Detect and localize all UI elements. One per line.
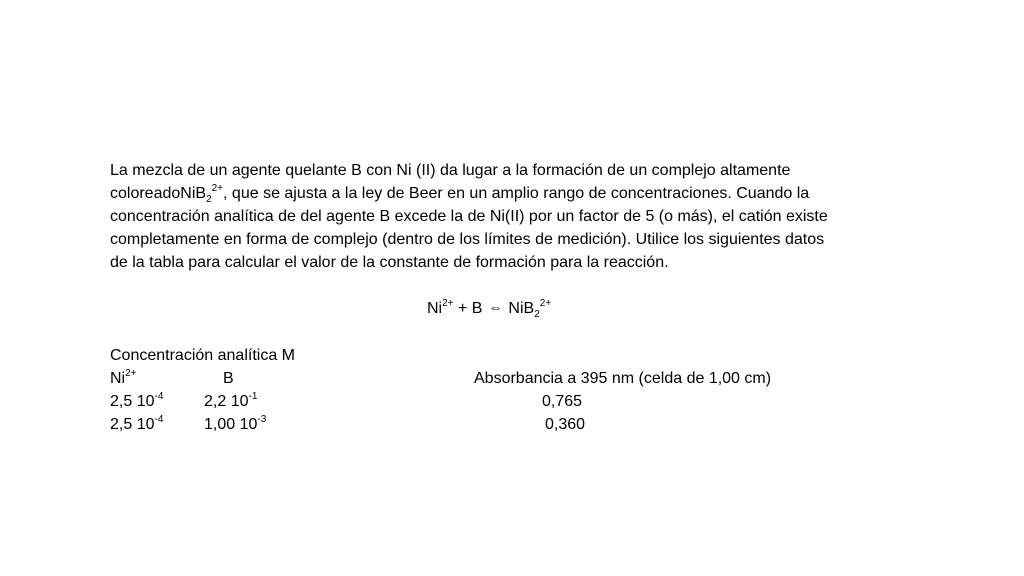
equilibrium-arrow-icon: ⇔ (488, 299, 503, 315)
cell-b-concentration: 2,2 $10^{-1}$ (204, 391, 258, 410)
paragraph-line-3: concentración analítica de del agente B excede la de Ni(II) por un factor de 5 (o más), el catión existe (110, 208, 828, 225)
data-table (110, 344, 930, 436)
line2-suffix: , que se ajusta a la ley de Beer en un amplio rango de concentraciones. Cuando la (223, 185, 810, 202)
paragraph-line-4: completamente en forma de complejo (dentro de los límites de medición). Utilice los siguientes datos (110, 231, 825, 248)
cell-absorbance: 0,765 (542, 393, 583, 410)
line2-subscript: 2 (206, 194, 212, 205)
paragraph-line-1: La mezcla de un agente quelante B con Ni (II) da lugar a la formación de un complejo altamente (110, 162, 791, 179)
table-heading-row (110, 344, 930, 367)
problem-paragraph (110, 159, 910, 274)
paragraph-line-2 (110, 182, 910, 205)
cell-b-concentration: 1,00 $10^{-3}$ (204, 414, 267, 433)
equation-plus-b: + B (453, 300, 483, 317)
table-heading: Concentración analítica M (110, 347, 295, 364)
equation-nib2-charge: 2+ (539, 298, 552, 309)
header-absorbance: Absorbancia a 395 nm (celda de 1,00 cm) (474, 370, 772, 387)
header-ni: $Ni^{2+}$ (110, 368, 137, 387)
cell-ni-concentration: 2,5 $10^{-4}$ (110, 414, 164, 433)
table-header-row (110, 367, 930, 390)
cell-absorbance: 0,360 (545, 416, 586, 433)
reaction-equation (427, 297, 551, 320)
header-b: B (223, 370, 234, 387)
paragraph-text (110, 159, 910, 274)
equation-nib2: NiB (508, 300, 535, 317)
equation-nib2-subscript: 2 (534, 309, 540, 320)
table-row (110, 413, 930, 436)
line2-prefix: coloreadoNiB (110, 185, 207, 202)
line2-superscript: 2+ (211, 183, 224, 194)
equation-ni: Ni (427, 300, 443, 317)
equation-ni-charge: 2+ (442, 298, 454, 309)
table-row (110, 390, 930, 413)
paragraph-line-5: de la tabla para calcular el valor de la constante de formación para la reacción. (110, 254, 669, 271)
cell-ni-concentration: 2,5 $10^{-4}$ (110, 391, 164, 410)
